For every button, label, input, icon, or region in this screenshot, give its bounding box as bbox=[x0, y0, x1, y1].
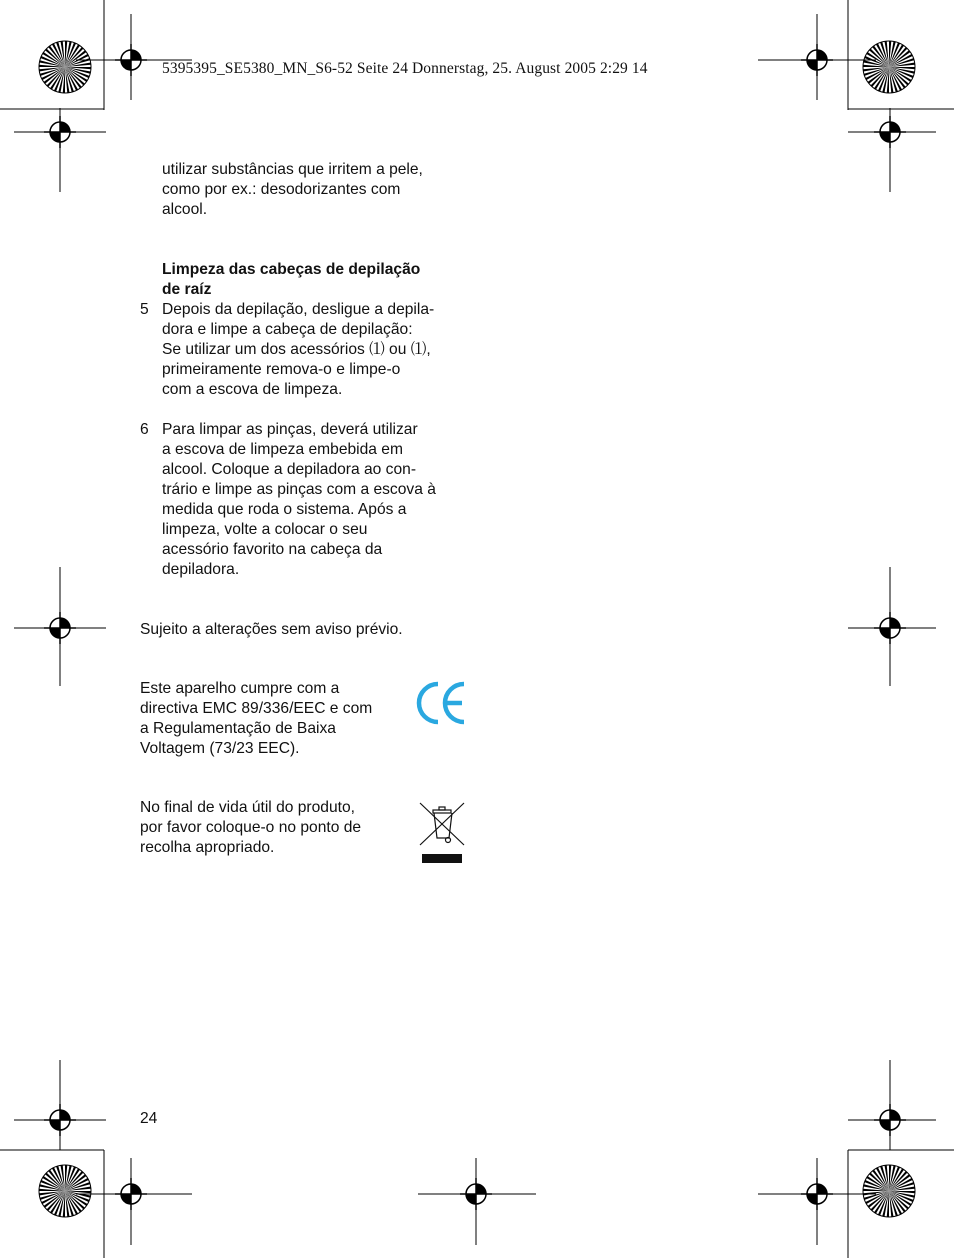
ce-line: Voltagem (73/23 EEC). bbox=[140, 740, 300, 757]
step-line: medida que roda o sistema. Após a bbox=[162, 501, 407, 518]
step-line: Se utilizar um dos acessórios ⑴ ou ⑴, bbox=[162, 341, 431, 358]
step-5-text bbox=[162, 300, 434, 400]
step-line: acessório favorito na cabeça da bbox=[162, 541, 383, 558]
ce-line: a Regulamentação de Baixa bbox=[140, 720, 336, 737]
change-notice: Sujeito a alterações sem aviso prévio. bbox=[140, 621, 403, 638]
step-6-text bbox=[162, 420, 436, 580]
step-line: a escova de limpeza embebida em bbox=[162, 441, 403, 458]
disposal-line: por favor coloque-o no ponto de bbox=[140, 819, 362, 836]
step-line: Depois da depilação, desligue a depila- bbox=[162, 301, 435, 318]
step-line: Para limpar as pinças, deverá utilizar bbox=[162, 421, 418, 438]
intro-line: como por ex.: desodorizantes com bbox=[162, 181, 401, 198]
disposal-line: recolha apropriado. bbox=[140, 839, 275, 856]
crossed-out-wheelie-bin-icon bbox=[418, 800, 466, 866]
step-line: trário e limpe as pinças com a escova à bbox=[162, 481, 436, 498]
intro-paragraph bbox=[162, 160, 423, 220]
ce-line: Este aparelho cumpre com a bbox=[140, 680, 340, 697]
heading-line: de raíz bbox=[162, 281, 212, 298]
step-line: primeiramente remova-o e limpe-o bbox=[162, 361, 401, 378]
step-line: com a escova de limpeza. bbox=[162, 381, 343, 398]
step-line: alcool. Coloque a depiladora ao con- bbox=[162, 461, 417, 478]
step-number: 6 bbox=[140, 421, 149, 438]
intro-line: alcool. bbox=[162, 201, 208, 218]
ce-line: directiva EMC 89/336/EEC e com bbox=[140, 700, 373, 717]
step-line: limpeza, volte a colocar o seu bbox=[162, 521, 368, 538]
ce-statement bbox=[140, 679, 372, 759]
heading-line: Limpeza das cabeças de depilação bbox=[162, 261, 421, 278]
ce-mark-icon bbox=[416, 680, 468, 726]
page-number: 24 bbox=[140, 1110, 158, 1127]
step-number: 5 bbox=[140, 301, 149, 318]
section-heading bbox=[162, 260, 420, 300]
step-line: dora e limpe a cabeça de depilação: bbox=[162, 321, 413, 338]
step-line: depiladora. bbox=[162, 561, 240, 578]
print-slug: 5395395_SE5380_MN_S6-52 Seite 24 Donnerstag, 25. August 2005 2:29 14 bbox=[162, 60, 648, 77]
intro-line: utilizar substâncias que irritem a pele, bbox=[162, 161, 423, 178]
disposal-line: No final de vida útil do produto, bbox=[140, 799, 355, 816]
disposal-statement bbox=[140, 798, 361, 858]
